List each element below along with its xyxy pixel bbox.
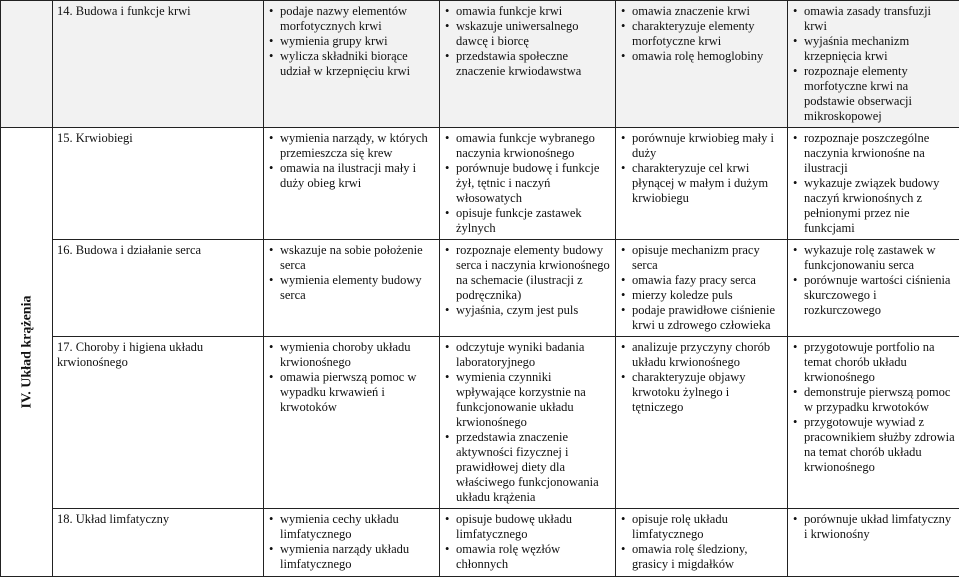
requirement-item: • podaje nazwy elementów morfotycznych krwi <box>268 4 435 34</box>
requirement-list <box>268 243 435 303</box>
requirement-item: • opisuje funkcje zastawek żylnych <box>444 206 611 236</box>
requirement-item: • wymienia grupy krwi <box>268 34 435 49</box>
requirement-item: • omawia na ilustracji mały i duży obieg krwi <box>268 161 435 191</box>
topic-cell <box>53 240 264 337</box>
requirement-item: • opisuje budowę układu limfatycznego <box>444 512 611 542</box>
requirements-basic <box>264 1 440 128</box>
requirements-intermediate <box>440 240 616 337</box>
requirement-item: • porównuje krwiobieg mały i duży <box>620 131 783 161</box>
requirement-item: • wyjaśnia, czym jest puls <box>444 303 611 318</box>
requirement-item: • wymienia czynniki wpływające korzystnie na funkcjonowanie układu krwionośnego <box>444 370 611 430</box>
requirement-item: • porównuje układ limfatyczny i krwionośny <box>792 512 955 542</box>
requirement-item: • wymienia narządy układu limfatycznego <box>268 542 435 572</box>
requirement-list <box>444 4 611 79</box>
requirement-item: • przedstawia znaczenie aktywności fizycznej i prawidłowej diety dla właściwego funkcjonowania układu krążenia <box>444 430 611 505</box>
requirement-item: • charakteryzuje elementy morfotyczne krwi <box>620 19 783 49</box>
requirements-basic <box>264 337 440 509</box>
requirement-item: • charakteryzuje cel krwi płynącej w małym i dużym krwiobiegu <box>620 161 783 206</box>
requirements-advanced <box>616 1 788 128</box>
requirement-item: • opisuje mechanizm pracy serca <box>620 243 783 273</box>
requirement-item: • wyjaśnia mechanizm krzepnięcia krwi <box>792 34 955 64</box>
requirement-list <box>444 512 611 572</box>
topic-cell <box>53 337 264 509</box>
requirements-excellent <box>788 509 959 577</box>
requirement-list <box>444 243 611 318</box>
lesson-topic: Budowa i działanie serca <box>76 243 201 257</box>
lesson-number: 16. <box>57 243 73 257</box>
lesson-topic: Układ limfatyczny <box>76 512 169 526</box>
requirement-item: • omawia pierwszą pomoc w wypadku krwawień i krwotoków <box>268 370 435 415</box>
lesson-number: 15. <box>57 131 73 145</box>
table-row <box>1 1 959 128</box>
requirement-item: • wskazuje na sobie położenie serca <box>268 243 435 273</box>
requirement-item: • omawia rolę śledziony, grasicy i migdałków <box>620 542 783 572</box>
requirement-item: • przygotowuje wywiad z pracownikiem służby zdrowia na temat chorób układu krwionośnego <box>792 415 955 475</box>
requirement-item: • demonstruje pierwszą pomoc w przypadku krwotoków <box>792 385 955 415</box>
requirements-intermediate <box>440 1 616 128</box>
requirements-intermediate <box>440 337 616 509</box>
requirement-item: • wykazuje rolę zastawek w funkcjonowaniu serca <box>792 243 955 273</box>
requirements-intermediate <box>440 509 616 577</box>
requirements-excellent <box>788 128 959 240</box>
requirement-list <box>268 4 435 79</box>
table-body <box>1 1 959 577</box>
requirement-item: • wykazuje związek budowy naczyń krwionośnych z pełnionymi przez nie funkcjami <box>792 176 955 236</box>
requirement-list <box>792 243 955 318</box>
requirements-advanced <box>616 509 788 577</box>
requirement-item: • wymienia elementy budowy serca <box>268 273 435 303</box>
section-label: IV. Układ krążenia <box>19 296 34 409</box>
requirement-item: • omawia znaczenie krwi <box>620 4 783 19</box>
requirements-basic <box>264 509 440 577</box>
requirements-basic <box>264 240 440 337</box>
lesson-number: 18. <box>57 512 73 526</box>
lesson-number: 14. <box>57 4 73 18</box>
requirement-list <box>268 340 435 415</box>
requirement-item: • charakteryzuje objawy krwotoku żylnego i tętniczego <box>620 370 783 415</box>
lesson-topic: Choroby i higiena układu krwionośnego <box>57 340 203 369</box>
requirement-item: • omawia funkcje wybranego naczynia krwionośnego <box>444 131 611 161</box>
requirements-excellent <box>788 240 959 337</box>
topic-cell <box>53 1 264 128</box>
requirement-list <box>268 131 435 191</box>
requirement-item: • wymienia narządy, w których przemieszcza się krew <box>268 131 435 161</box>
requirement-list <box>792 340 955 475</box>
table-row <box>1 509 959 577</box>
requirement-item: • opisuje rolę układu limfatycznego <box>620 512 783 542</box>
lesson-number: 17. <box>57 340 73 354</box>
requirement-item: • rozpoznaje elementy morfotyczne krwi na podstawie obserwacji mikroskopowej <box>792 64 955 124</box>
topic-cell <box>53 128 264 240</box>
requirements-advanced <box>616 128 788 240</box>
topic-cell <box>53 509 264 577</box>
requirement-item: • omawia zasady transfuzji krwi <box>792 4 955 34</box>
requirement-item: • odczytuje wyniki badania laboratoryjnego <box>444 340 611 370</box>
requirement-item: • porównuje budowę i funkcje żył, tętnic i naczyń włosowatych <box>444 161 611 206</box>
requirement-item: • rozpoznaje elementy budowy serca i naczynia krwionośnego na schemacie (ilustracji z podręcznika) <box>444 243 611 303</box>
table-row <box>1 240 959 337</box>
requirement-list <box>792 4 955 124</box>
requirement-list <box>792 512 955 542</box>
requirement-item: • wskazuje uniwersalnego dawcę i biorcę <box>444 19 611 49</box>
requirement-item: • omawia fazy pracy serca <box>620 273 783 288</box>
requirement-list <box>444 340 611 505</box>
requirement-list <box>620 4 783 64</box>
requirement-item: • rozpoznaje poszczególne naczynia krwionośne na ilustracji <box>792 131 955 176</box>
lesson-topic: Budowa i funkcje krwi <box>76 4 191 18</box>
requirement-item: • wylicza składniki biorące udział w krzepnięciu krwi <box>268 49 435 79</box>
section-cell-top <box>1 1 53 128</box>
requirement-item: • omawia rolę hemoglobiny <box>620 49 783 64</box>
requirements-excellent <box>788 337 959 509</box>
requirement-item: • podaje prawidłowe ciśnienie krwi u zdrowego człowieka <box>620 303 783 333</box>
requirements-excellent <box>788 1 959 128</box>
section-cell <box>1 128 53 577</box>
requirement-item: • wymienia choroby układu krwionośnego <box>268 340 435 370</box>
requirement-list <box>444 131 611 236</box>
requirement-item: • przedstawia społeczne znaczenie krwiodawstwa <box>444 49 611 79</box>
requirement-item: • omawia funkcje krwi <box>444 4 611 19</box>
requirements-advanced <box>616 240 788 337</box>
requirement-item: • analizuje przyczyny chorób układu krwionośnego <box>620 340 783 370</box>
requirement-list <box>792 131 955 236</box>
requirements-intermediate <box>440 128 616 240</box>
requirement-item: • omawia rolę węzłów chłonnych <box>444 542 611 572</box>
requirement-item: • porównuje wartości ciśnienia skurczowego i rozkurczowego <box>792 273 955 318</box>
requirement-item: • przygotowuje portfolio na temat chorób układu krwionośnego <box>792 340 955 385</box>
requirements-advanced <box>616 337 788 509</box>
table-row <box>1 128 959 240</box>
table-row <box>1 337 959 509</box>
requirement-list <box>620 131 783 206</box>
requirement-item: • mierzy koledze puls <box>620 288 783 303</box>
requirement-item: • wymienia cechy układu limfatycznego <box>268 512 435 542</box>
requirement-list <box>620 512 783 572</box>
lesson-topic: Krwiobiegi <box>76 131 133 145</box>
requirements-basic <box>264 128 440 240</box>
requirement-list <box>620 340 783 415</box>
requirement-list <box>620 243 783 333</box>
requirement-list <box>268 512 435 572</box>
